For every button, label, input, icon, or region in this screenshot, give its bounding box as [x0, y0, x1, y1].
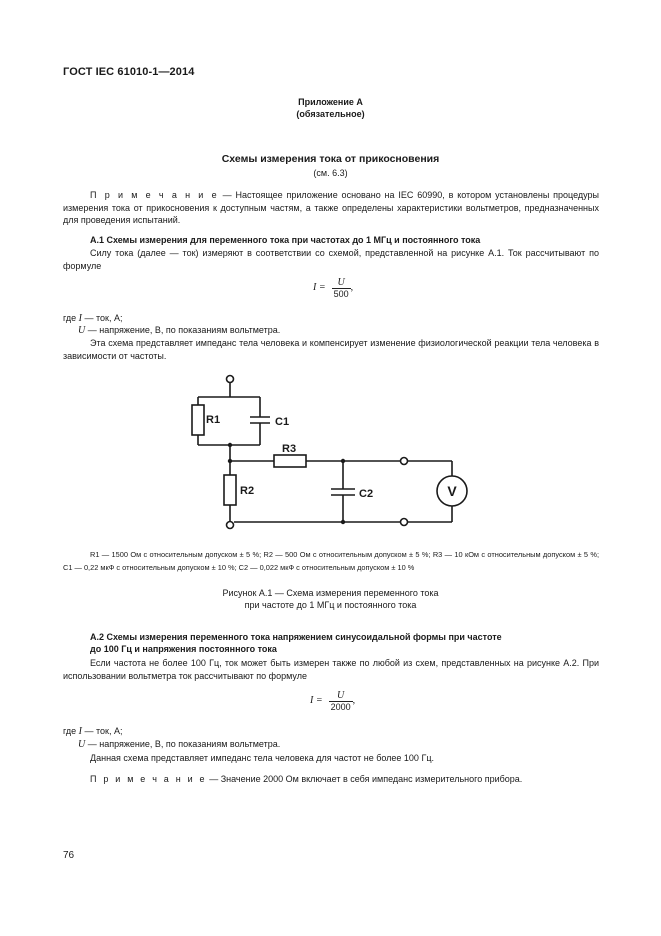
formula-a2-lhs: I =: [310, 695, 323, 707]
figure-caption-line-2: при частоте до 1 МГц и постоянного тока: [244, 600, 417, 610]
formula-a2: [310, 690, 355, 713]
where-i-line-2: [63, 725, 122, 739]
label-r1: R1: [206, 414, 221, 426]
right-bottom-terminal: [401, 519, 408, 526]
var-i: I: [78, 313, 82, 324]
section-a2-heading-line-1: А.2 Схемы измерения переменного тока напряжением синусоидальной формы при частоте: [90, 632, 502, 642]
var-i: I: [78, 726, 82, 737]
bottom-terminal: [227, 522, 234, 529]
section-a2-heading-line-2: до 100 Гц и напряжения постоянного тока: [90, 644, 277, 654]
formula-a2-comma: ,: [352, 695, 356, 707]
var-u: U: [78, 325, 86, 336]
circuit-diagram: [150, 365, 490, 535]
junction-dot: [228, 443, 232, 447]
section-a1-heading: А.1 Схемы измерения для переменного тока при частотах до 1 МГц и постоянного тока: [90, 235, 481, 245]
figure-caption-line-1: Рисунок А.1 — Схема измерения переменного тока: [222, 588, 439, 598]
where-i-text: — ток, А;: [81, 726, 123, 736]
appendix-title: Приложение А: [298, 97, 363, 107]
section-reference: (см. 6.3): [313, 168, 348, 178]
where-u-line-2: [78, 738, 280, 752]
note-2: [63, 773, 599, 786]
note-1-label: П р и м е ч а н и е: [90, 190, 219, 200]
resistor-r1: [192, 405, 204, 435]
junction-dot: [341, 520, 345, 524]
formula-a1: [313, 277, 353, 300]
where-u-line: [78, 324, 280, 338]
formula-a1-denominator: 500: [333, 289, 349, 299]
resistor-r3: [274, 455, 306, 467]
where-prefix: где: [63, 726, 79, 736]
label-r2: R2: [240, 485, 255, 497]
note-2-label: П р и м е ч а н и е: [90, 774, 207, 784]
section-a2-paragraph: Если частота не более 100 Гц, ток может быть измерен также по любой из схем, представленных на рисунке А.2. При использовании вольтметра ток рассчитывают по формуле: [63, 658, 599, 681]
formula-a2-fraction: [329, 690, 353, 713]
component-note: R1 — 1500 Ом с относительным допуском ± 5 %; R2 — 500 Ом с относительным допуском ± 5 %; R3 — 10 кОм с относительным допуском ± 5 %; C1 — 0,22 мкФ с относительным допуском ± 10 %; C2 — 0,022 мкФ с относительным допуском ± 10 %: [63, 550, 599, 572]
section-a2-paragraph-2: Данная схема представляет импеданс тела человека для частот не более 100 Гц.: [90, 753, 434, 763]
where-prefix: где: [63, 313, 79, 323]
formula-a1-lhs: I =: [313, 282, 326, 294]
section-title: Схемы измерения тока от прикосновения: [221, 153, 440, 165]
note-1-text: — Настоящее приложение основано на IEC 60990, в котором установлены процедуры измерения тока от прикосновения к доступным частям, а также определены характеристики вольтметров, предназначенных для проведения испытаний.: [63, 190, 599, 225]
where-u-text: — напряжение, В, по показаниям вольтметра.: [85, 325, 281, 335]
where-u-text: — напряжение, В, по показаниям вольтметра.: [85, 739, 281, 749]
section-a1-paragraph: Силу тока (далее — ток) измеряют в соответствии со схемой, представленной на рисунке А.1. Ток рассчитывают по формуле: [63, 248, 599, 271]
label-c2: C2: [359, 488, 374, 500]
right-top-terminal: [401, 458, 408, 465]
note-1: [63, 189, 599, 227]
top-terminal: [227, 376, 234, 383]
resistor-r2: [224, 475, 236, 505]
page-number: 76: [63, 850, 75, 861]
formula-a2-denominator: 2000: [330, 702, 351, 712]
junction-dot: [228, 459, 232, 463]
section-a1-paragraph-2: Эта схема представляет импеданс тела человека и компенсирует изменение физиологической реакции тела человека в зависимости от частоты.: [63, 338, 599, 361]
formula-a2-numerator: U: [336, 690, 345, 701]
formula-a1-numerator: U: [337, 277, 345, 288]
appendix-status: (обязательное): [296, 109, 365, 119]
label-c1: C1: [275, 416, 290, 428]
label-r3: R3: [282, 443, 297, 455]
var-u: U: [78, 739, 86, 750]
where-i-text: — ток, А;: [81, 313, 123, 323]
formula-a1-comma: ,: [350, 282, 354, 294]
formula-a1-fraction: [332, 277, 351, 300]
standard-code: ГОСТ IEC 61010-1—2014: [63, 66, 195, 78]
note-2-text: — Значение 2000 Ом включает в себя импеданс измерительного прибора.: [206, 774, 523, 784]
label-voltmeter: V: [447, 483, 457, 499]
junction-dot: [341, 459, 345, 463]
